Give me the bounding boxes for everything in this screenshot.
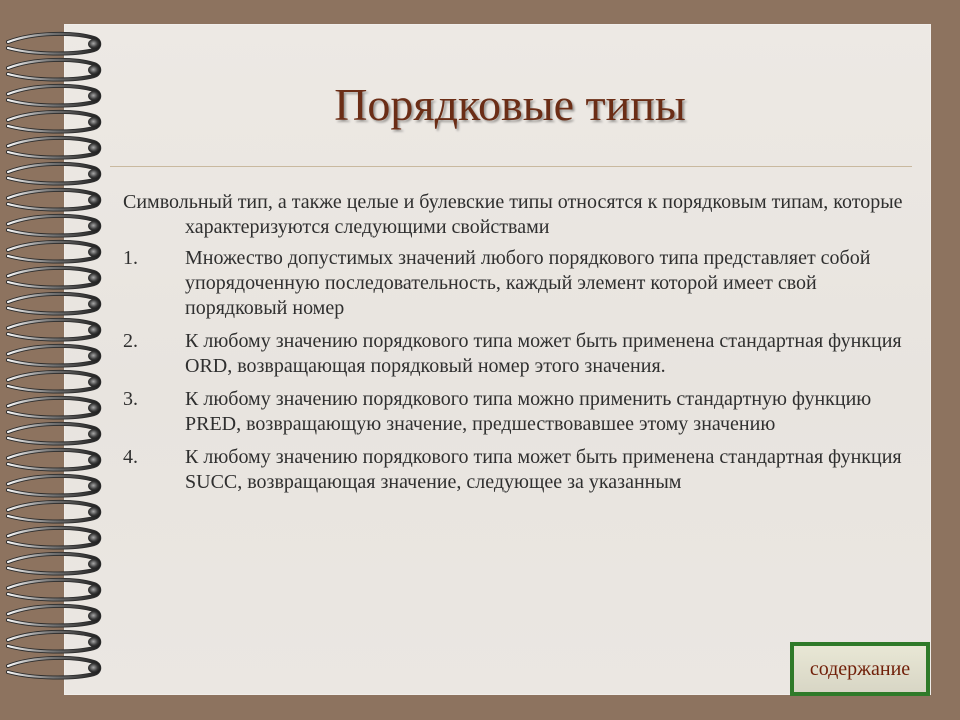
list-item-number: 2. xyxy=(123,330,138,352)
list-item xyxy=(123,445,913,495)
spiral-binding-icon xyxy=(0,28,110,688)
properties-list xyxy=(123,246,913,503)
list-item-number: 3. xyxy=(123,388,138,410)
list-item xyxy=(123,387,913,437)
list-item-number: 1. xyxy=(123,247,138,269)
contents-button[interactable]: содержание xyxy=(790,642,930,696)
intro-paragraph: Символьный тип, а также целые и булевские типы относятся к порядковым типам, которые характеризуются следующими свойствами xyxy=(123,191,903,238)
list-item-text: К любому значению порядкового типа может быть применена стандартная функция SUCC, возвращающая значение, следующее за указанным xyxy=(185,446,902,493)
list-item-number: 4. xyxy=(123,446,138,468)
list-item xyxy=(123,329,913,379)
list-item-text: К любому значению порядкового типа можно применить стандартную функцию PRED, возвращающую значение, предшествовавшее этому значению xyxy=(185,388,872,435)
slide-title: Порядковые типы xyxy=(334,79,686,130)
list-item-text: Множество допустимых значений любого порядкового типа представляет собой упорядоченную последовательность, каждый элемент которой имеет свой порядковый номер xyxy=(185,247,871,319)
title-divider xyxy=(110,166,912,167)
list-item-text: К любому значению порядкового типа может быть применена стандартная функция ORD, возвращающая порядковый номер этого значения. xyxy=(185,330,902,377)
list-item xyxy=(123,246,913,321)
